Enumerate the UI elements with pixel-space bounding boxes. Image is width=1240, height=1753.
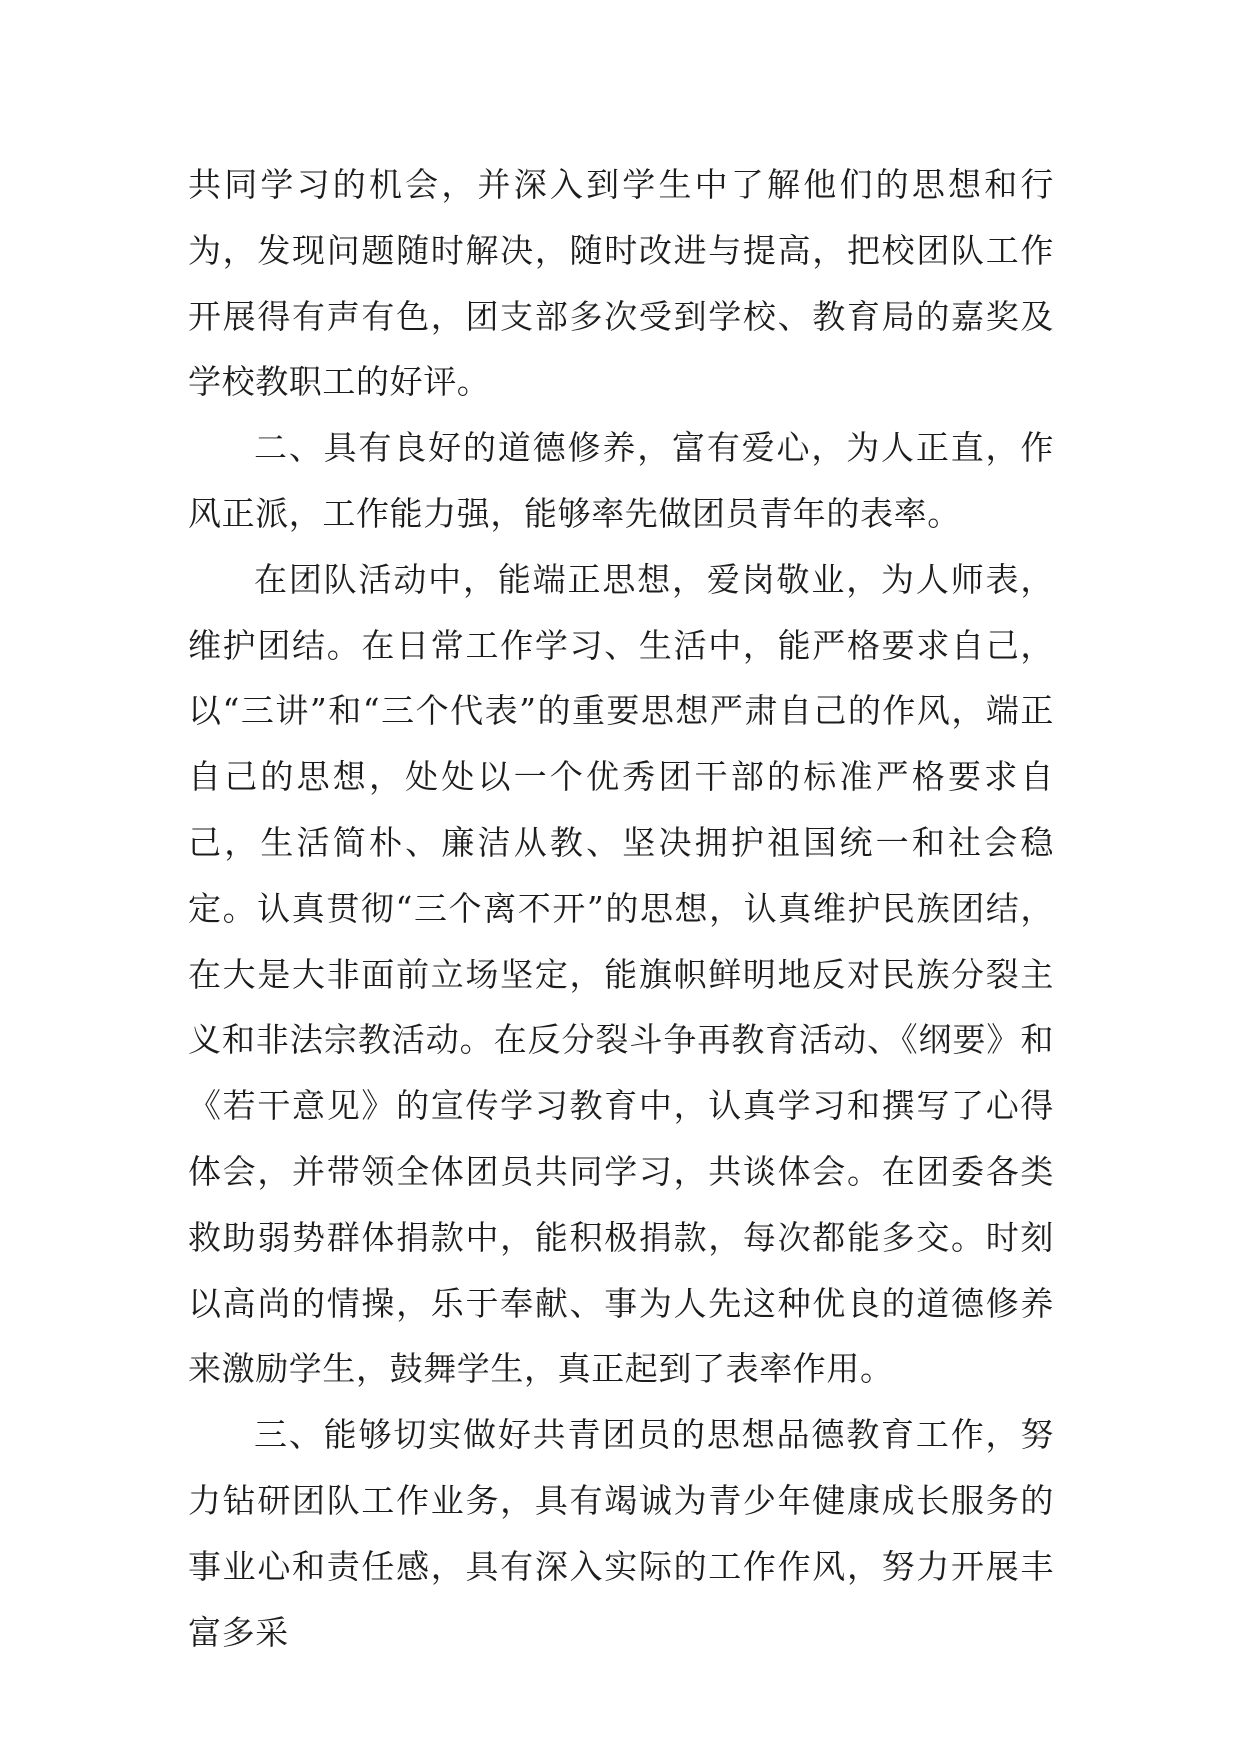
paragraph-section-three: 三、能够切实做好共青团员的思想品德教育工作，努力钻研团队工作业务，具有竭诚为青少年健康成长服务的事业心和责任感，具有深入实际的工作作风，努力开展丰富多采 <box>188 1415 1054 1652</box>
paragraph-continuation: 共同学习的机会，并深入到学生中了解他们的思想和行为，发现问题随时解决，随时改进与提高，把校团队工作开展得有声有色，团支部多次受到学校、教育局的嘉奖及学校教职工的好评。 <box>188 165 1054 402</box>
paragraph-team-activities: 在团队活动中，能端正思想，爱岗敬业，为人师表，维护团结。在日常工作学习、生活中，能严格要求自己，以“三讲”和“三个代表”的重要思想严肃自己的作风，端正自己的思想，处处以一个优秀团干部的标准严格要求自己，生活简朴、廉洁从教、坚决拥护祖国统一和社会稳定。认真贯彻“三个离不开”的思想，认真维护民族团结，在大是大非面前立场坚定，能旗帜鲜明地反对民族分裂主义和非法宗教活动。在反分裂斗争再教育活动、《纲要》和《若干意见》的宣传学习教育中，认真学习和撰写了心得体会，并带领全体团员共同学习，共谈体会。在团委各类救助弱势群体捐款中，能积极捐款，每次都能多交。时刻以高尚的情操，乐于奉献、事为人先这种优良的道德修养来激励学生，鼓舞学生，真正起到了表率作用。 <box>188 559 1054 1389</box>
body-text <box>188 152 1054 1665</box>
paragraph-section-two: 二、具有良好的道德修养，富有爱心，为人正直，作风正派，工作能力强，能够率先做团员青年的表率。 <box>188 428 1054 533</box>
